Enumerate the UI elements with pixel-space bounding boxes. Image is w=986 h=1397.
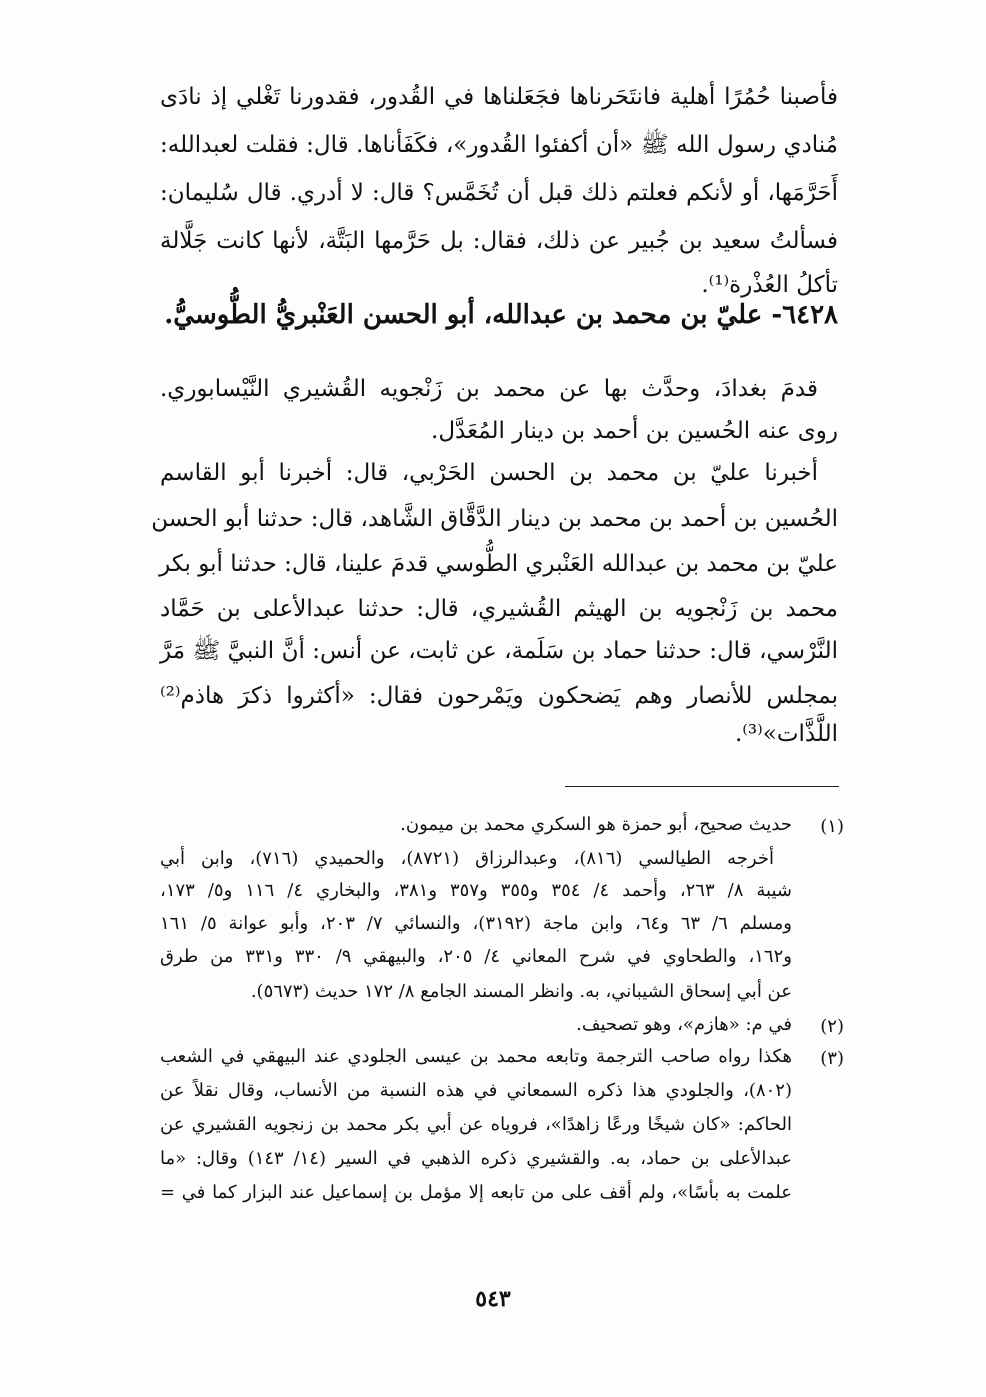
footnote-line: هكذا رواه صاحب الترجمة وتابعه محمد بن عيسى الجلودي عند البيهقي في الشعب xyxy=(160,1046,792,1067)
text-line: محمد بن زَنْجويه بن الهيثم القُشيري، قال: حدثنا عبدالأعلى بن حَمَّاد xyxy=(160,596,838,622)
text-line: أَحَرَّمَها، أو لأنكم فعلتم ذلك قبل أن تُخَمَّس؟ قال: لا أدري. قال سُليمان: xyxy=(160,180,838,206)
footnote-line: (٨٠٢)، والجلودي هذا ذكره السمعاني في هذه النسبة من الأنساب، وقال نقلاً عن xyxy=(160,1080,792,1101)
footnote-number: (١) xyxy=(820,816,844,837)
text-line: فسألتُ سعيد بن جُبير عن ذلك، فقال: بل حَرَّمها البَتَّة، لأنها كانت جَلَّالة xyxy=(160,228,838,254)
footnote-line: و١٦٢، والطحاوي في شرح المعاني ٤/ ٢٠٥، والبيهقي ٩/ ٣٣٠ و٣٣١ من طرق xyxy=(160,946,792,967)
text-line: عليّ بن محمد بن عبدالله العَنْبري الطُّوسي قدمَ علينا، قال: حدثنا أبو بكر xyxy=(159,551,838,577)
text-line: أخبرنا عليّ بن محمد بن الحسن الحَرْبي، قال: أخبرنا أبو القاسم xyxy=(160,460,818,486)
footnote-number: (٣) xyxy=(820,1048,844,1069)
footnote-line: حديث صحيح، أبو حمزة هو السكري محمد بن ميمون. xyxy=(400,814,792,835)
footnote-line: الحاكم: «كان شيخًا ورعًا زاهدًا»، فروياه عن أبي بكر محمد بن زنجويه القشيري عن xyxy=(160,1114,792,1135)
footnote-line: عبدالأعلى بن حماد، به. والقشيري ذكره الذهبي في السير (١٤/ ١٤٣) وقال: «ما xyxy=(160,1148,792,1169)
footnote-line: علمت به بأسًا»، ولم أقف على من تابعه إلا مؤمل بن إسماعيل عند البزار كما في = xyxy=(160,1182,792,1203)
text-line: تأكلُ العُذْرة⁽¹⁾. xyxy=(701,272,838,298)
text-line: الحُسين بن أحمد بن محمد بن دينار الدَّقَّاق الشَّاهد، قال: حدثنا أبو الحسن xyxy=(151,506,838,532)
footnote-separator xyxy=(565,786,839,787)
footnote-line: عن أبي إسحاق الشيباني، به. وانظر المسند الجامع ٨/ ١٧٢ حديث (٥٦٧٣). xyxy=(250,981,792,1002)
text-line: النَّرْسي، قال: حدثنا حماد بن سَلَمة، عن ثابت، عن أنس: أنَّ النبيَّ ﷺ مَرَّ xyxy=(160,638,838,664)
footnote-line: ومسلم ٦/ ٦٣ و٦٤، وابن ماجة (٣١٩٢)، والنسائي ٧/ ٢٠٣، وأبو عوانة ٥/ ١٦١ xyxy=(160,913,792,934)
text-line: مُنادي رسول الله ﷺ «أن أكفئوا القُدور»، فكَفَأناها. قال: فقلت لعبدالله: xyxy=(160,132,838,158)
text-line: قدمَ بغدادَ، وحدَّث بها عن محمد بن زَنْجويه القُشيري النَّيْسابوري. xyxy=(160,376,818,402)
entry-heading: ٦٤٢٨- عليّ بن محمد بن عبدالله، أبو الحسن العَنْبريُّ الطُّوسيُّ. xyxy=(164,300,838,330)
footnote-line: في م: «هازم»، وهو تصحيف. xyxy=(576,1014,792,1035)
footnote-line: أخرجه الطيالسي (٨١٦)، وعبدالرزاق (٨٧٢١)، والحميدي (٧١٦)، وابن أبي xyxy=(160,848,774,869)
text-line: فأصبنا حُمُرًا أهلية فانتَحَرناها فجَعَلناها في القُدور، فقدورنا تَغْلي إذ نادَى xyxy=(160,84,838,110)
text-line: اللَّذَّات»⁽³⁾. xyxy=(734,721,838,747)
footnote-line: شيبة ٨/ ٢٦٣، وأحمد ٤/ ٣٥٤ و٣٥٥ و٣٥٧ و٣٨١، والبخاري ٤/ ١١٦ و٥/ ١٧٣، xyxy=(160,880,792,901)
page-number: ٥٤٣ xyxy=(475,1286,511,1312)
text-line: روى عنه الحُسين بن أحمد بن دينار المُعَدَّل. xyxy=(431,418,838,444)
text-line: بمجلس للأنصار وهم يَضحكون ويَمْرحون فقال: «أكثروا ذكرَ هاذم⁽²⁾ xyxy=(160,683,838,709)
footnote-number: (٢) xyxy=(820,1016,844,1037)
